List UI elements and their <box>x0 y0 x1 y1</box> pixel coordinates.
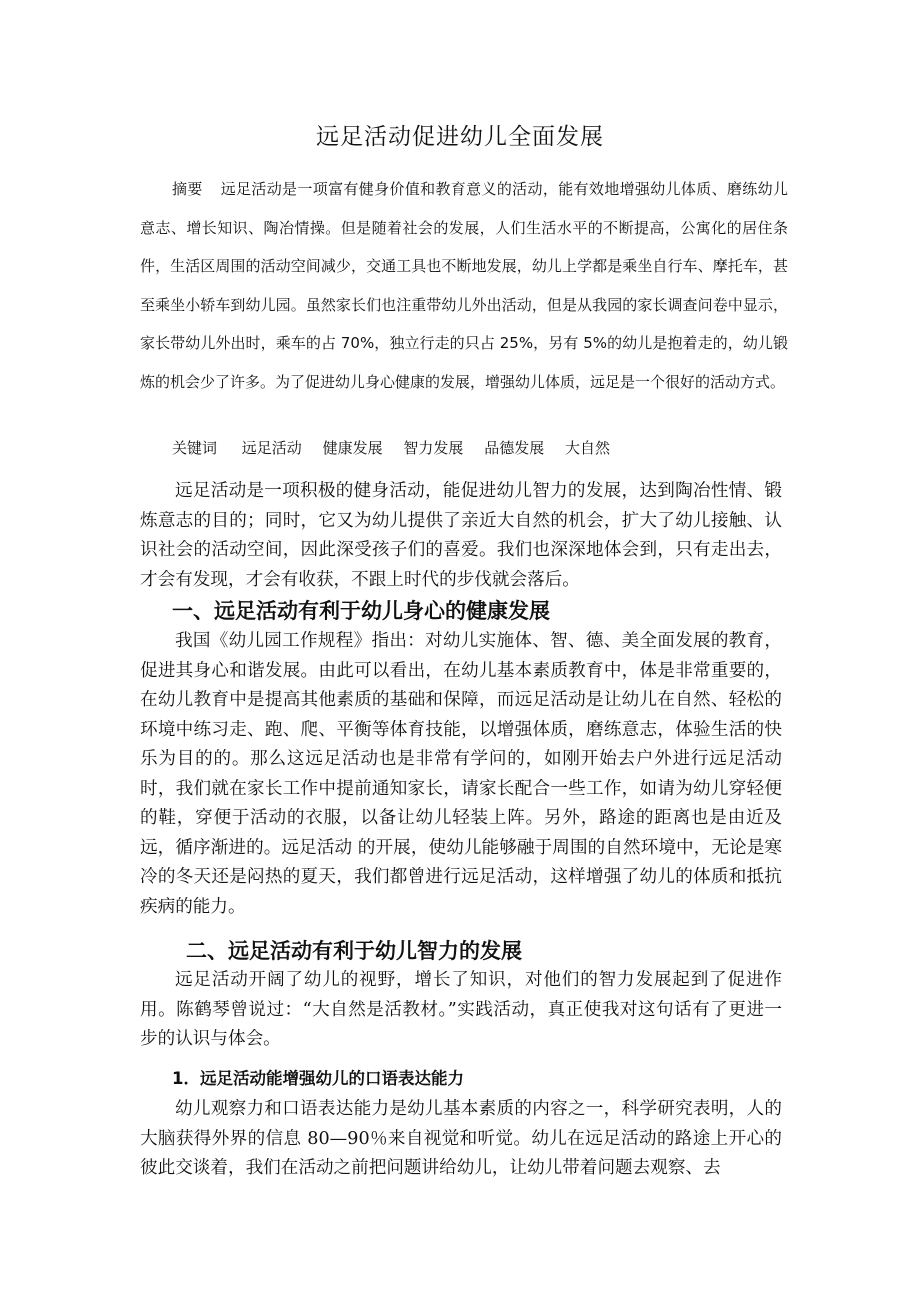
section-heading-2: 二、远足活动有利于幼儿智力的发展 <box>186 939 522 963</box>
abstract-text: 远足活动是一项富有健身价值和教育意义的活动，能有效地增强幼儿体质、磨练幼儿意志、增长知识、陶冶情操。但是随着社会的发展，人们生活水平的不断提高，公寓化的居住条件，生活区周围的活动空间减少，交通工具也不断地发展，幼儿上学都是乘坐自行车、摩托车，甚至乘坐小轿车到幼儿园。虽然家长们也注重带幼儿外出活动，但是从我园的家长调查问卷中显示，家长带幼儿外出时，乘车的占 70%，独立行走的只占 25%，另有 5%的幼儿是抱着走的，幼儿锻炼的机会少了许多。为了促进幼儿身心健康的发展，增强幼儿体质，远足是一个很好的活动方式。 <box>140 180 788 391</box>
section-heading-1: 一、远足活动有利于幼儿身心的健康发展 <box>172 599 550 623</box>
keyword: 品德发展 <box>484 439 545 457</box>
intro-paragraph: 远足活动是一项积极的健身活动，能促进幼儿智力的发展，达到陶冶性情、锻炼意志的目的；同时，它又为幼儿提供了亲近大自然的机会，扩大了幼儿接触、认识社会的活动空间，因此深受孩子们的喜爱。我们也深深地体会到，只有走出去，才会有发现，才会有收获，不跟上时代的步伐就会落后。 <box>140 481 782 590</box>
subsection-1-paragraph: 幼儿观察力和口语表达能力是幼儿基本素质的内容之一，科学研究表明，人的大脑获得外界的信息 80—90％来自视觉和听觉。幼儿在远足活动的路途上开心的彼此交谈着，我们在活动之前把问题讲给幼儿，让幼儿带着问题去观察、去 <box>140 1099 782 1178</box>
abstract-label: 摘要 <box>172 180 203 198</box>
document-title: 远足活动促进幼儿全面发展 <box>316 124 604 150</box>
keyword: 智力发展 <box>403 439 464 457</box>
keywords-label: 关键词 <box>172 439 218 457</box>
keyword: 健康发展 <box>322 439 383 457</box>
section-2-paragraph: 远足活动开阔了幼儿的视野，增长了知识，对他们的智力发展起到了促进作用。陈鹤琴曾说过：“大自然是活教材。”实践活动，真正使我对这句话有了更进一步的认识与体会。 <box>140 970 782 1049</box>
keyword: 远足活动 <box>241 439 302 457</box>
keywords-line <box>172 433 610 463</box>
keyword: 大自然 <box>564 439 610 457</box>
abstract <box>140 170 788 401</box>
subsection-heading-1: 1．远足活动能增强幼儿的口语表达能力 <box>172 1069 464 1088</box>
section-1-paragraph: 我国《幼儿园工作规程》指出：对幼儿实施体、智、德、美全面发展的教育，促进其身心和谐发展。由此可以看出，在幼儿基本素质教育中，体是非常重要的，在幼儿教育中是提高其他素质的基础和保障，而远足活动是让幼儿在自然、轻松的环境中练习走、跑、爬、平衡等体育技能，以增强体质，磨练意志，体验生活的快乐为目的的。那么这远足活动也是非常有学问的，如刚开始去户外进行远足活动时，我们就在家长工作中提前通知家长，请家长配合一些工作，如请为幼儿穿轻便的鞋，穿便于活动的衣服，以备让幼儿轻装上阵。另外，路途的距离也是由近及远，循序渐进的。远足活动 的开展，使幼儿能够融于周围的自然环境中，无论是寒冷的冬天还是闷热的夏天，我们都曾进行远足活动，这样增强了幼儿的体质和抵抗疾病的能力。 <box>140 631 782 917</box>
